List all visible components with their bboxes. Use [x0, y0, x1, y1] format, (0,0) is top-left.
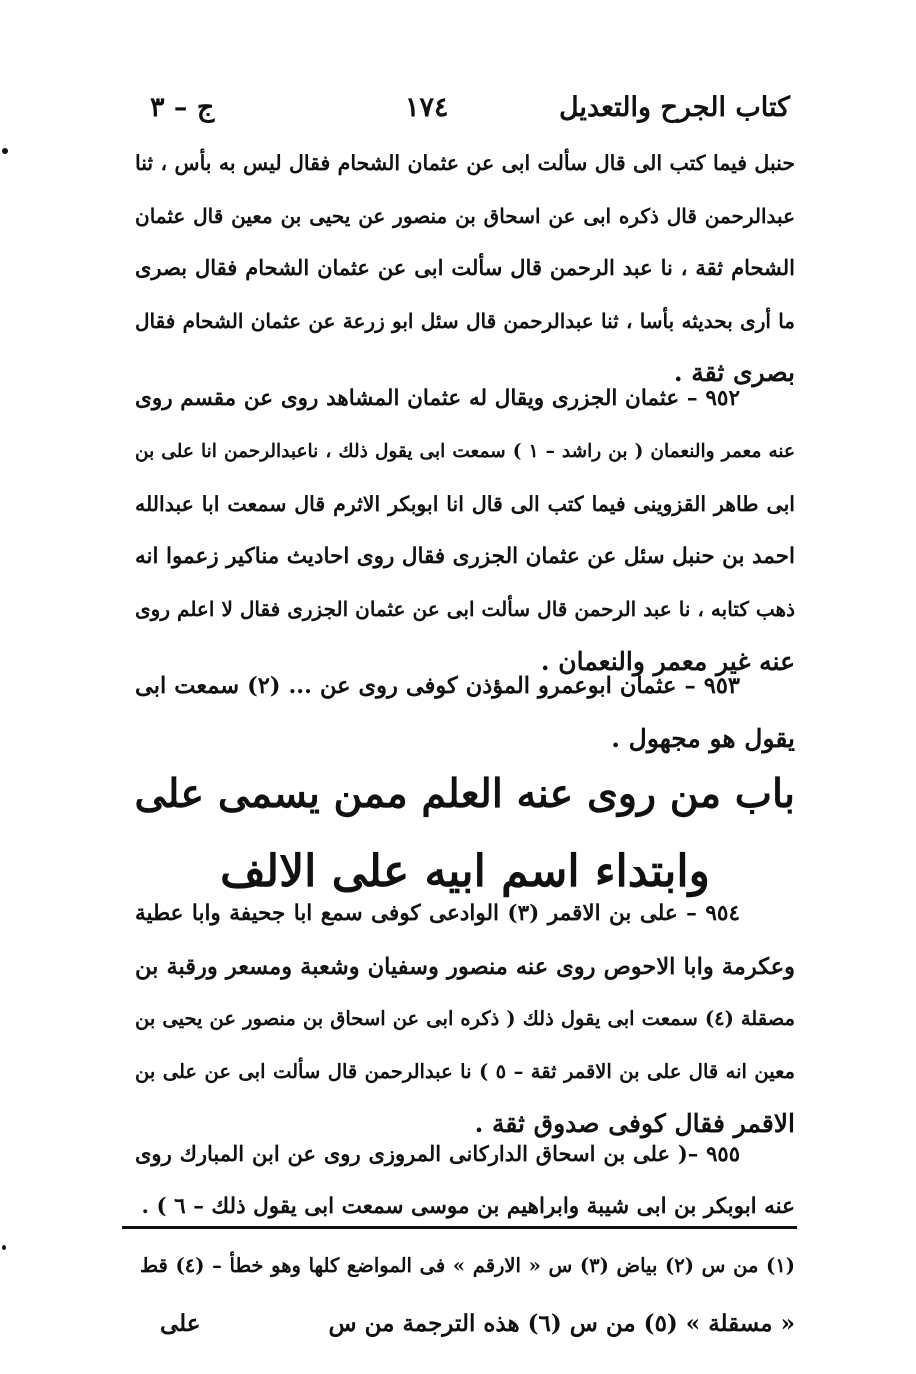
text-line: معين انه قال على بن الاقمر ثقة – ٥ ) نا عبدالرحمن قال سألت ابى عن على بن: [135, 1059, 795, 1083]
footnotes: [140, 1237, 795, 1353]
text-line: ٩٥٤ – على بن الاقمر (٣) الوادعى كوفى سمع ابا جحيفة وابا عطية: [135, 901, 740, 926]
text-line: ذهب كتابه ، نا عبد الرحمن قال سألت ابى عن عثمان الجزرى فقال لا اعلم روى: [135, 597, 795, 621]
text-line: ابى طاهر القزوينى فيما كتب الى قال انا ابوبكر الاثرم قال سمعت ابا عبدالله: [135, 492, 795, 516]
heading-line-1: باب من روى عنه العلم ممن يسمى على: [134, 771, 795, 817]
text-line: الاقمر فقال كوفى صدوق ثقة .: [474, 1109, 795, 1138]
heading-line-2: وابتداء اسم ابيه على الالف: [220, 846, 710, 897]
entry-952: [135, 373, 795, 688]
entry-955: [135, 1128, 795, 1233]
footnote-line-2: [140, 1295, 795, 1353]
footnote-line: (١) من س (٢) بياض (٣) س « الارقم » فى المواضع كلها وهو خطأ – (٤) قط: [140, 1254, 795, 1277]
scan-speck: [2, 1245, 6, 1250]
entry-954: [135, 888, 795, 1151]
page-number: ١٧٤: [405, 92, 449, 123]
catchword: على: [160, 1310, 201, 1337]
text-line: مصقلة (٤) سمعت ابى يقول ذلك ( ذكره ابى عن اسحاق بن منصور عن يحيى بن: [135, 1007, 795, 1030]
text-line: عنه غير معمر والنعمان .: [540, 646, 795, 676]
text-line: ما أرى بحديثه بأسا ، ثنا عبدالرحمن قال سئل ابو زرعة عن عثمان الشحام فقال: [135, 308, 795, 333]
text-line: يقول هو مجهول .: [611, 723, 795, 753]
text-line: عنه معمر والنعمان ( بن راشد – ١ ) سمعت ابى يقول ذلك ، ناعبدالرحمن انا على بن: [135, 440, 795, 462]
entry-953: [135, 660, 795, 765]
paragraph-continuation: [135, 137, 795, 400]
text-line: ٩٥٣ – عثمان ابوعمرو المؤذن كوفى روى عن ... (٢) سمعت ابى: [135, 673, 740, 699]
volume-label: ج – ٣: [150, 92, 215, 123]
scan-speck: [2, 148, 8, 154]
text-line: عبدالرحمن قال ذكره ابى عن اسحاق بن منصور عن يحيى بن معين قال عثمان: [135, 203, 795, 228]
text-line: ٩٥٢ – عثمان الجزرى ويقال له عثمان المشاهد روى عن مقسم روى: [135, 386, 740, 411]
text-line: وعكرمة وابا الاحوص روى عنه منصور وسفيان وشعبة ومسعر ورقبة بن: [135, 953, 795, 980]
page-header: [140, 92, 790, 132]
text-line: الشحام ثقة ، نا عبد الرحمن قال سألت ابى عن عثمان الشحام فقال بصرى: [135, 255, 795, 280]
footnote-line: « مسقلة » (٥) من س (٦) هذه الترجمة من س: [328, 1310, 795, 1337]
running-title: كتاب الجرح والتعديل: [558, 92, 790, 123]
text-line: احمد بن حنبل سئل عن عثمان الجزرى فقال روى احاديث مناكير زعموا انه: [135, 543, 795, 569]
text-line: عنه ابوبكر بن ابى شيبة وابراهيم بن موسى سمعت ابى يقول ذلك – ٦ ) .: [141, 1193, 795, 1219]
text-line: حنبل فيما كتب الى قال سألت ابى عن عثمان الشحام فقال ليس به بأس ، ثنا: [135, 151, 795, 175]
text-line: ٩٥٥ –( على بن اسحاق الداركانى المروزى روى عن ابن المبارك روى: [135, 1141, 740, 1166]
text-line: بصرى ثقة .: [673, 358, 795, 387]
footnote-rule: [122, 1226, 797, 1229]
